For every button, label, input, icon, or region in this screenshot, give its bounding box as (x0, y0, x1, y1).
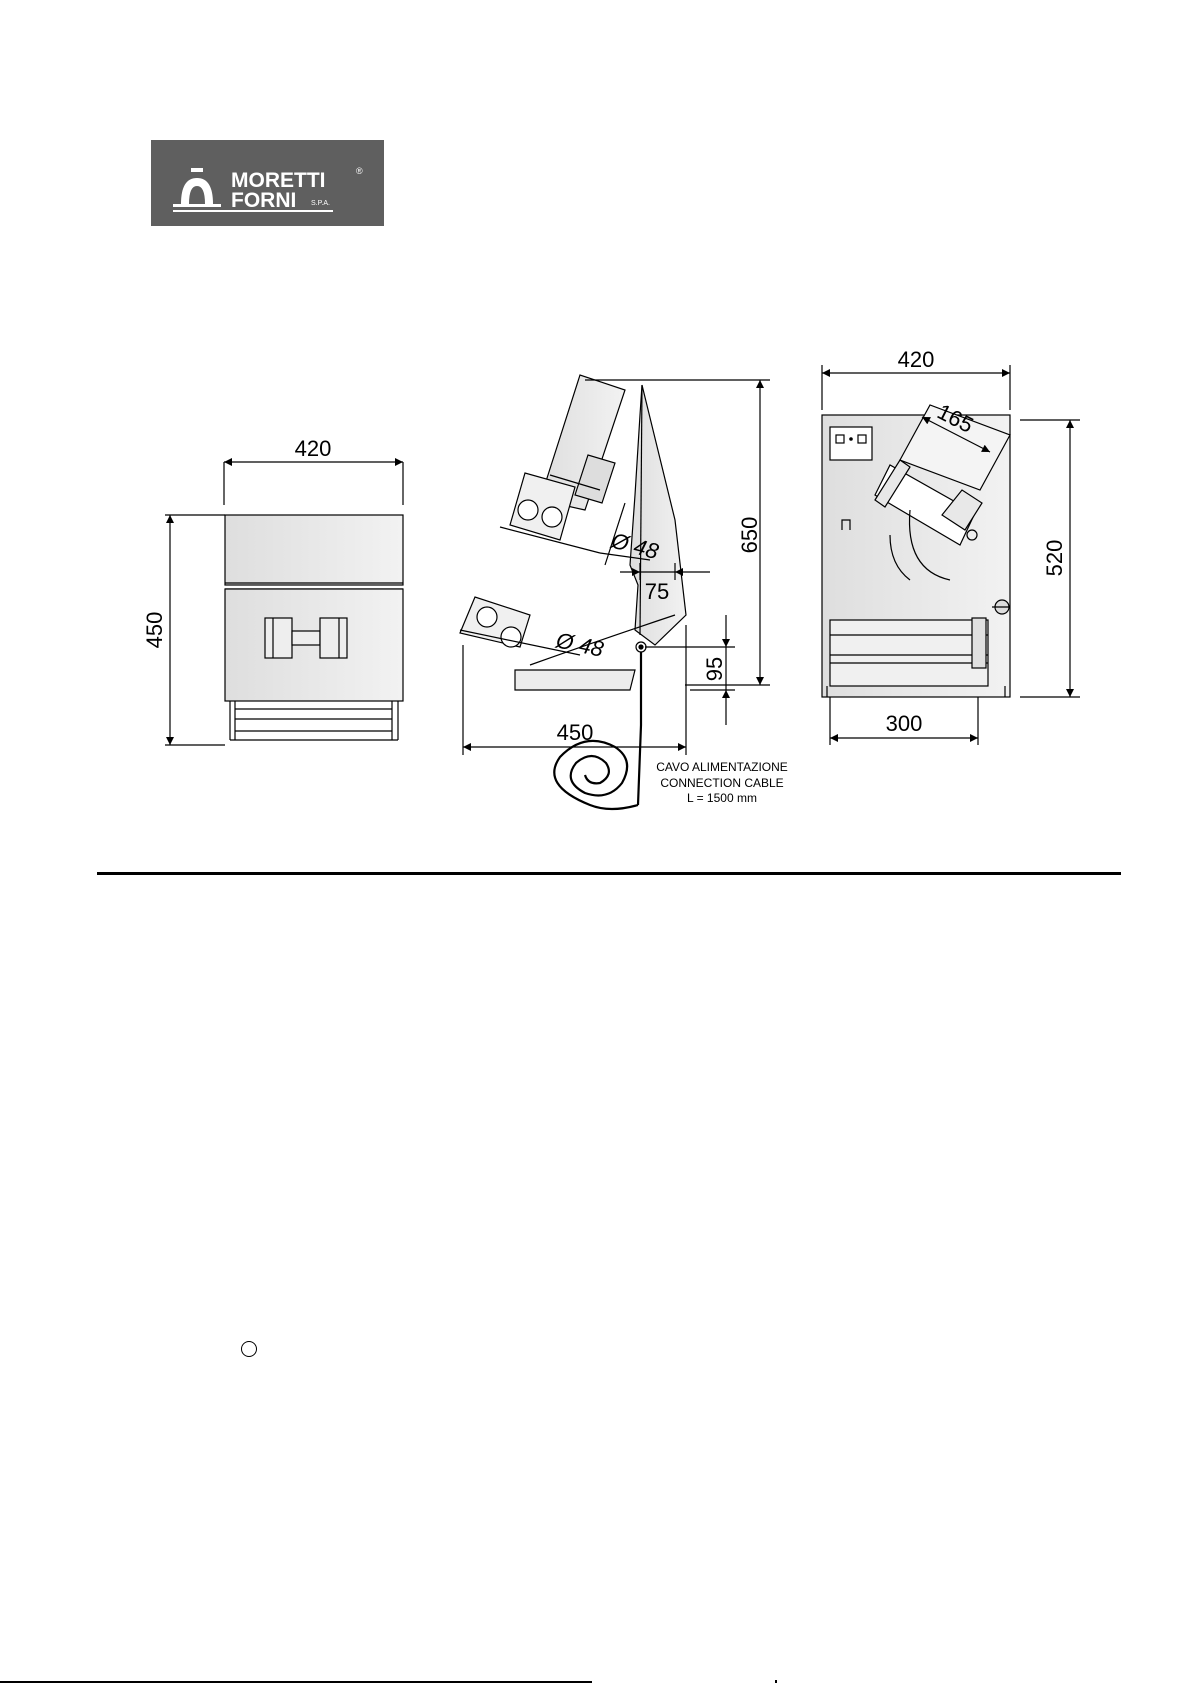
lower-roller-diameter-label: Ø 48 (553, 627, 606, 662)
logo-suffix: S.P.A. (311, 200, 330, 207)
side-offset-label: 75 (644, 579, 670, 604)
logo-line1: MORETTI (231, 169, 326, 192)
section-divider (97, 872, 1121, 875)
front-width-label: 420 (294, 436, 332, 461)
cable-label-it: CAVO ALIMENTAZIONE (656, 760, 788, 774)
front-view (165, 462, 403, 745)
back-width-label: 420 (897, 347, 935, 372)
roller-width-label: 165 (933, 398, 978, 438)
circle-bullet-icon (241, 1341, 257, 1357)
upper-roller-diameter-label: Ø 48 (608, 527, 662, 565)
side-height-label: 650 (737, 516, 762, 554)
technical-drawing (130, 335, 1090, 835)
cable-length: L = 1500 mm (687, 791, 757, 805)
cable-label-en: CONNECTION CABLE (660, 776, 784, 790)
logo-line2: FORNI (231, 189, 297, 212)
footer-mark (775, 1680, 777, 1683)
logo-registered: ® (356, 166, 363, 176)
side-cable-height-label: 95 (702, 656, 727, 682)
back-base-label: 300 (885, 711, 923, 736)
side-depth-label: 450 (556, 720, 594, 745)
moretti-forni-logo (151, 140, 384, 226)
front-height-label: 450 (142, 611, 167, 649)
footer-line (0, 1681, 592, 1683)
side-view (460, 375, 770, 809)
back-height-label: 520 (1042, 539, 1067, 577)
